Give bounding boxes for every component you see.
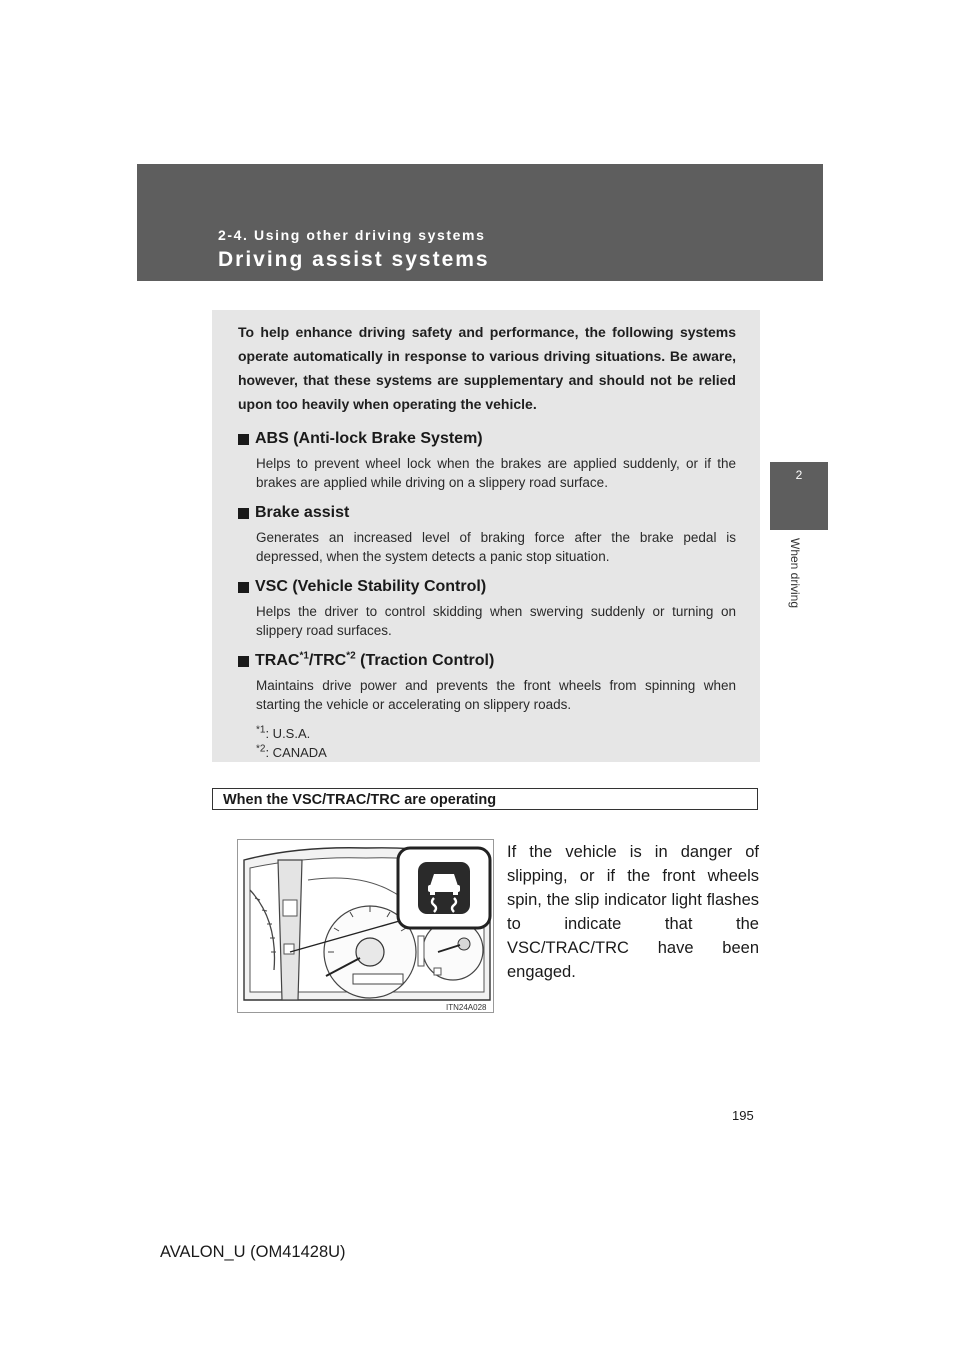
intro-box <box>212 310 760 762</box>
heading-part: TRAC <box>255 652 300 669</box>
feature-vsc <box>238 576 736 640</box>
feature-heading-text: Brake assist <box>255 504 350 521</box>
feature-heading <box>238 576 736 598</box>
instrument-cluster-drawing <box>238 840 494 1013</box>
footnote <box>256 743 736 762</box>
heading-part: /TRC <box>308 652 347 669</box>
footnote-mark: *2 <box>256 743 266 755</box>
feature-description: Maintains drive power and prevents the front wheels from spinning when starting the vehicle or accelerating on slippery roads. <box>256 678 736 712</box>
intro-text: To help enhance driving safety and performance, the following systems operate automatically in response to various driving situations. Be aware, however, that these systems are supplementary and should not be relied upon too heavily when operating the vehicle. <box>238 324 736 412</box>
page-title: Driving assist systems <box>218 248 490 271</box>
footnote-ref: *2 <box>346 650 356 662</box>
chapter-tab-number: 2 <box>795 468 803 482</box>
footnote-text: : CANADA <box>265 745 327 760</box>
instrument-cluster-illustration <box>237 839 494 1013</box>
feature-heading-text: VSC (Vehicle Stability Control) <box>255 578 487 595</box>
feature-trac <box>238 650 736 714</box>
chapter-tab[interactable] <box>770 462 828 530</box>
feature-heading-text: ABS (Anti-lock Brake System) <box>255 430 483 447</box>
feature-description: Helps the driver to control skidding when swerving suddenly or turning on slippery road surfaces. <box>256 604 736 638</box>
page-number: 195 <box>732 1108 754 1123</box>
footnote-text: : U.S.A. <box>265 726 311 741</box>
feature-brake-assist <box>238 502 736 566</box>
feature-heading <box>238 502 736 524</box>
square-bullet-icon <box>238 582 249 593</box>
square-bullet-icon <box>238 656 249 667</box>
section-label: 2-4. Using other driving systems <box>218 227 486 243</box>
square-bullet-icon <box>238 434 249 445</box>
feature-heading-text <box>255 650 494 672</box>
feature-description: Helps to prevent wheel lock when the brakes are applied suddenly, or if the brakes are applied while driving on a slippery road surface. <box>256 456 736 490</box>
footnote-mark: *1 <box>256 724 266 736</box>
chapter-tab-label: When driving <box>788 538 802 609</box>
subsection-body: If the vehicle is in danger of slipping, or if the front wheels spin, the slip indicator light flashes to indicate that the VSC/TRAC/TRC have been engaged. <box>507 843 759 981</box>
feature-description: Generates an increased level of braking force after the brake pedal is depressed, when the system detects a panic stop situation. <box>256 530 736 564</box>
feature-heading <box>238 650 736 672</box>
feature-abs <box>238 428 736 492</box>
footnote-ref: *1 <box>299 650 309 662</box>
illustration-code: ITN24A028 <box>446 1003 487 1012</box>
document-code: AVALON_U (OM41428U) <box>160 1243 346 1261</box>
feature-heading <box>238 428 736 450</box>
heading-part: (Traction Control) <box>355 652 495 669</box>
footnote <box>256 724 736 743</box>
subsection-title: When the VSC/TRAC/TRC are operating <box>212 788 758 810</box>
square-bullet-icon <box>238 508 249 519</box>
